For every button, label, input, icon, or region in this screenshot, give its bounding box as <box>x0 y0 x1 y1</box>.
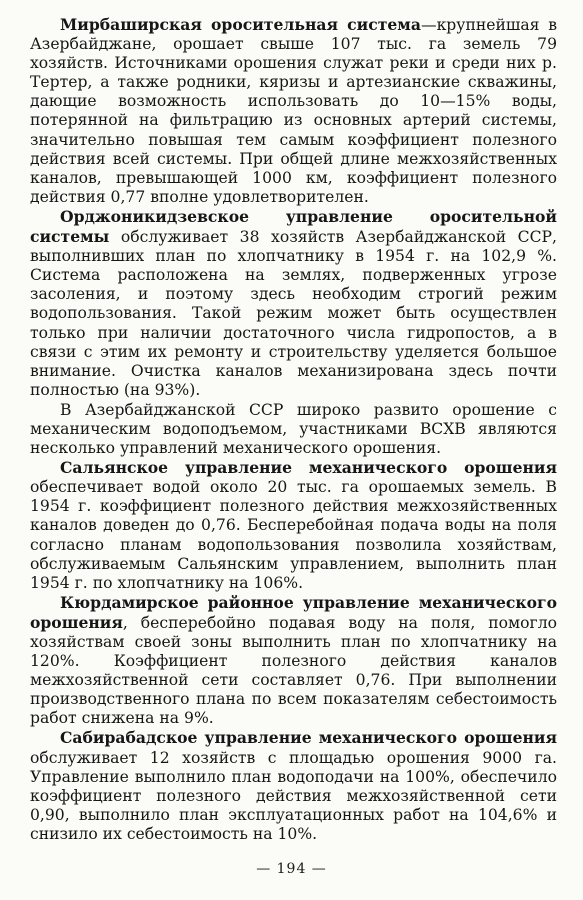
paragraph-body: обеспечивает водой около 20 тыс. га орошаемых земель. В 1954 г. коэффициент полезного действия межхозяйственных каналов доведен до 0,76. Бесперебойная подача воды на поля согласно планам водопользования позволила хозяйствам, обслуживаемым Сальянским управлением, выполнить план 1954 г. по хлопчатнику на 106%. <box>30 478 557 592</box>
paragraph-mirbashir <box>30 15 557 207</box>
page-number: — 194 — <box>256 861 327 877</box>
paragraph-lead: Орджоникидзевское управление оросительной системы <box>30 206 557 247</box>
paragraph-kyurdamir <box>30 593 557 729</box>
paragraph-salyan <box>30 458 557 593</box>
paragraph-mechanical-irrigation <box>30 400 557 458</box>
paragraph-body: , бесперебойно подавая воду на поля, помогло хозяйствам своей зоны выполнить план по хлопчатнику на 120%. Коэффициент полезного действия каналов межхозяйственной сети составляет 0,76. При выполнении производственного плана по всем показателям себестоимость работ снижена на 9%. <box>30 613 557 728</box>
paragraph-ordzhonikidze <box>30 207 557 400</box>
paragraph-body: В Азербайджанской ССР широко развито орошение с механическим водоподъемом, участниками ВСХВ являются несколько управлений механического орошения. <box>30 400 557 458</box>
paragraph-body: обслуживает 38 хозяйств Азербайджанской ССР, выполнивших план по хлопчатнику в 1954 г. на 102,9 %. Система расположена на землях, подверженных угрозе засоления, и поэтому здесь необходим строгий режим водопользования. Такой режим может быть осуществлен только при наличии достаточного числа гидропостов, а в связи с этим их ремонту и строительству уделяется большое внимание. Очистка каналов механизирована здесь почти полностью (на 93%). <box>30 228 557 399</box>
paragraph-lead: Кюрдамирское районное управление механического орошения <box>30 592 557 632</box>
paragraph-body: обслуживает 12 хозяйств с площадью орошения 9000 га. Управление выполнило план водоподачи на 100%, обеспечило коэффициент полезного действия межхозяйственной сети 0,90, выполнило план эксплуатационных работ на 104,6% и снизило их себестоимость на 10%. <box>30 748 557 843</box>
paragraph-sabirabad <box>30 728 557 844</box>
paragraph-lead: Сальянское управление механического орошения <box>60 458 557 478</box>
body-text <box>30 15 557 844</box>
paragraph-body: —крупнейшая в Азербайджане, орошает свыше 107 тыс. га земель 79 хозяйств. Источниками орошения служат реки и среди них р. Тертер, а также родники, кяризы и артезианские скважины, дающие возможность использовать до 10—15% воды, потерянной на фильтрацию из основных артерий системы, значительно повышая тем самым коэффициент полезного действия всей системы. При общей длине межхозяйственных каналов, превышающей 1000 км, коэффициент полезного действия 0,77 вполне удовлетворителен. <box>30 16 557 206</box>
paragraph-lead: Сабирабадское управление механического орошения <box>60 728 557 748</box>
paragraph-lead: Мирбаширская оросительная система <box>60 15 421 34</box>
